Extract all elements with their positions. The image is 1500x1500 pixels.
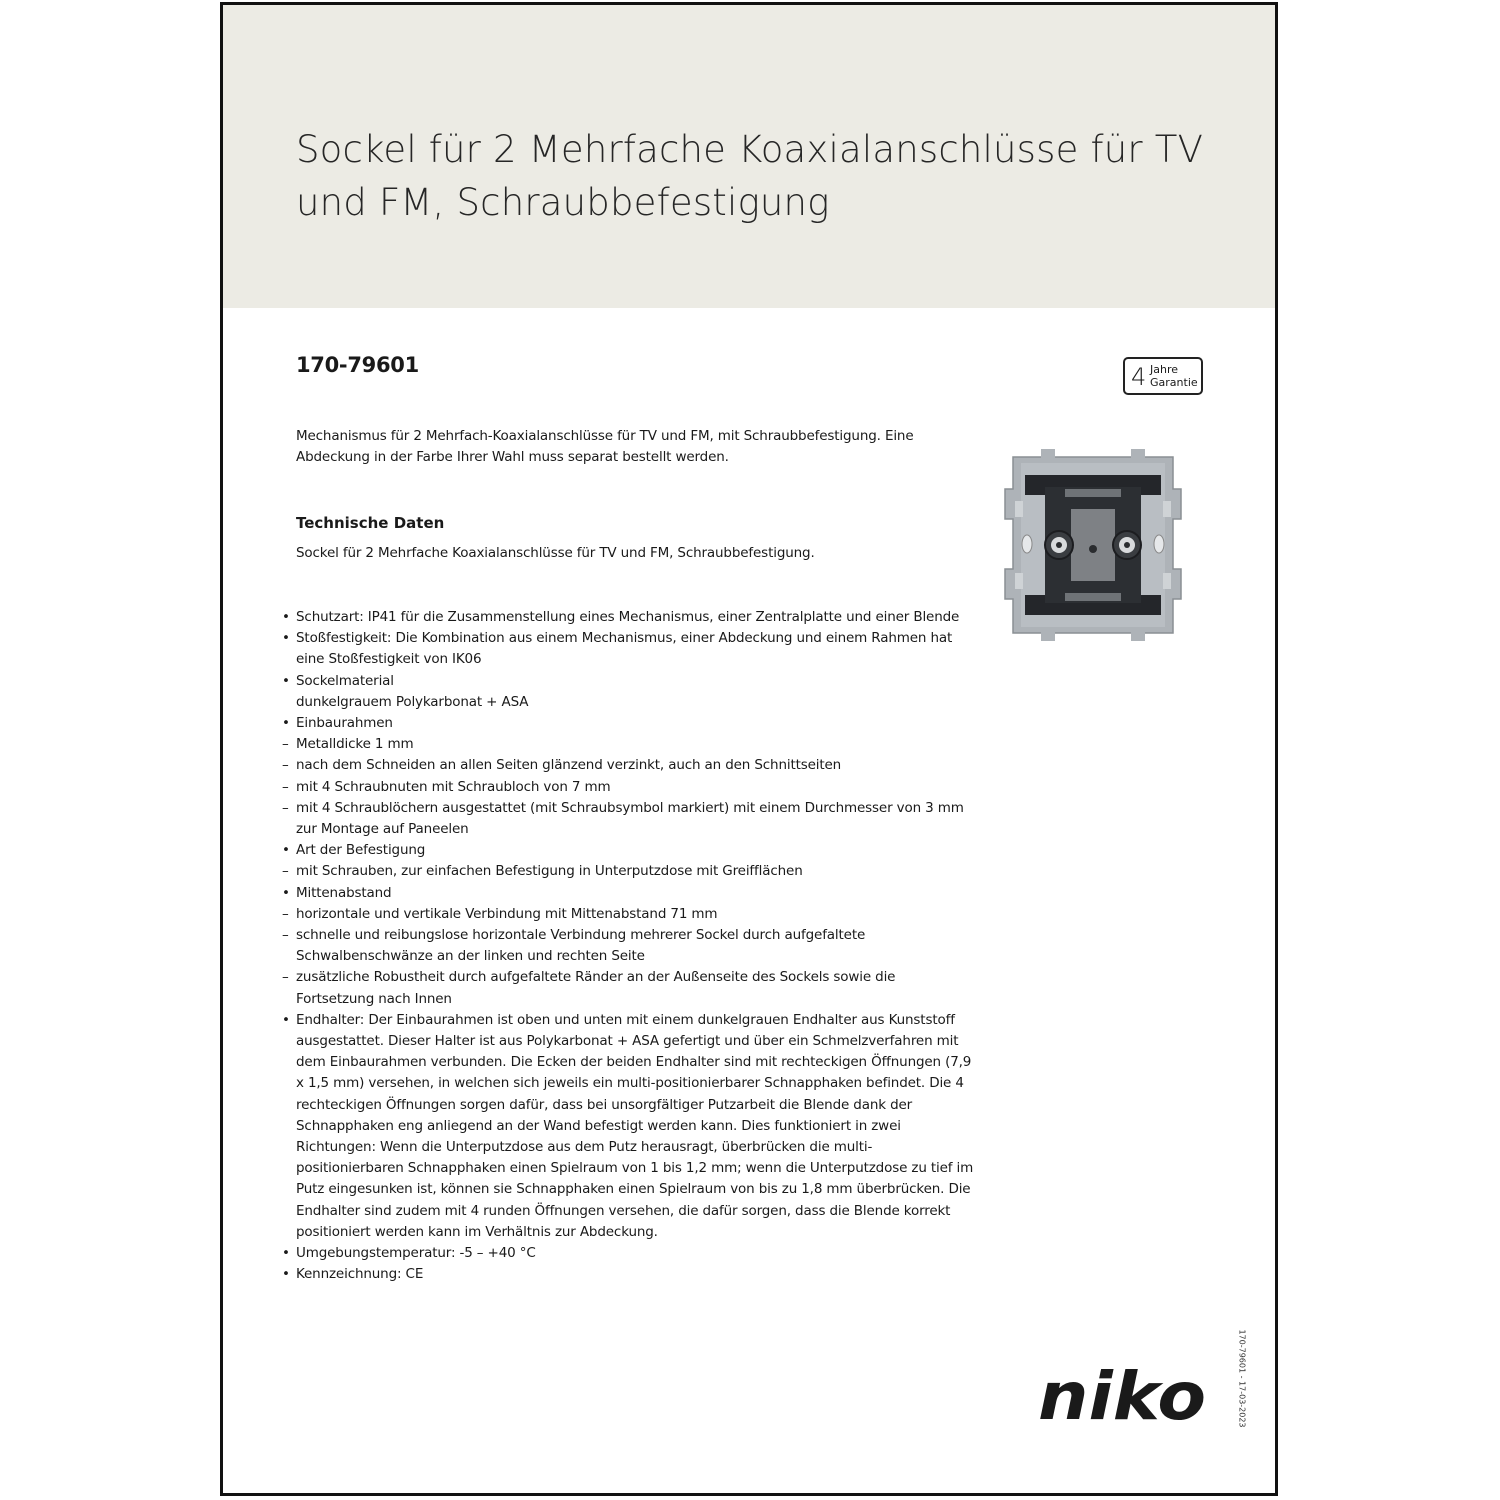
tech-heading: Technische Daten xyxy=(296,514,445,532)
document-code-vertical xyxy=(1232,1329,1252,1432)
intro-paragraph: Mechanismus für 2 Mehrfach-Koaxialanschlüsse für TV und FM, mit Schraubbefestigung. Eine Abdeckung in der Farbe Ihrer Wahl muss separat bestellt werden. xyxy=(296,428,914,465)
tech-summary: Sockel für 2 Mehrfache Koaxialanschlüsse für TV und FM, Schraubbefestigung. xyxy=(296,545,815,561)
niko-logo xyxy=(1038,1367,1210,1427)
spec-item: • Sockelmaterial xyxy=(296,671,976,692)
article-number: 170-79601 xyxy=(296,353,419,377)
warranty-label-line2: Garantie xyxy=(1150,376,1198,389)
spec-item: • Umgebungstemperatur: -5 – +40 °C xyxy=(296,1243,976,1264)
spec-item: • Art der Befestigung xyxy=(296,840,976,861)
spec-item: • Kennzeichnung: CE xyxy=(296,1264,976,1285)
spec-subitem: – horizontale und vertikale Verbindung mit Mittenabstand 71 mm xyxy=(296,904,976,925)
spec-item: • Einbaurahmen xyxy=(296,713,976,734)
spec-item: • Endhalter: Der Einbaurahmen ist oben und unten mit einem dunkelgrauen Endhalter aus Kunststoff ausgestattet. Dieser Halter ist aus Polykarbonat + ASA gefertigt und über ein Schmelzverfahren mit dem Einbaurahmen verbunden. Die Ecken der beiden Endhalter sind mit rechteckigen Öffnungen (7,9 x 1,5 mm) versehen, in welchen sich jeweils ein multi-positionierbarer Schnapphaken befindet. Die 4 rechteckigen Öffnungen sorgen dafür, dass bei unsorgfältiger Putzarbeit die Blende dank der Schnapphaken eng anliegend an der Wand befestigt werden kann. Dies funktioniert in zwei Richtungen: Wenn die Unterputzdose aus dem Putz herausragt, überbrücken die multi-positionierbaren Schnapphaken einen Spielraum von 1 bis 1,2 mm; wenn die Unterputzdose zu tief im Putz eingesunken ist, können sie Schnapphaken einen Spielraum von bis zu 1,8 mm überbrücken. Die Endhalter sind zudem mit 4 runden Öffnungen versehen, die dafür sorgen, dass die Blende korrekt positioniert werden kann im Verhältnis zur Abdeckung. xyxy=(296,1010,976,1243)
warranty-label-line1: Jahre xyxy=(1150,363,1179,376)
spec-subitem: – schnelle und reibungslose horizontale Verbindung mehrerer Sockel durch aufgefaltete Schwalbenschwänze an der linken und rechten Seite xyxy=(296,925,976,967)
logo-text: niko xyxy=(1038,1367,1206,1427)
spec-item: • Stoßfestigkeit: Die Kombination aus einem Mechanismus, einer Abdeckung und einem Rahmen hat eine Stoßfestigkeit von IK06 xyxy=(296,628,976,670)
spec-subitem: – mit 4 Schraublöchern ausgestattet (mit Schraubsymbol markiert) mit einem Durchmesser von 3 mm zur Montage auf Paneelen xyxy=(296,798,976,840)
spec-subitem: – nach dem Schneiden an allen Seiten glänzend verzinkt, auch an den Schnittseiten xyxy=(296,755,976,776)
spec-subitem: – zusätzliche Robustheit durch aufgefaltete Ränder an der Außenseite des Sockels sowie die Fortsetzung nach Innen xyxy=(296,967,976,1009)
spec-list xyxy=(296,607,976,1286)
datasheet-page xyxy=(220,2,1278,1496)
warranty-badge xyxy=(1123,357,1203,395)
spec-subitem: – Metalldicke 1 mm xyxy=(296,734,976,755)
spec-item: • Schutzart: IP41 für die Zusammenstellung eines Mechanismus, einer Zentralplatte und einer Blende xyxy=(296,607,976,628)
spec-subitem: – mit Schrauben, zur einfachen Befestigung in Unterputzdose mit Greifflächen xyxy=(296,861,976,882)
spec-item: • Mittenabstand xyxy=(296,883,976,904)
header-band xyxy=(223,5,1275,308)
product-photo-icon xyxy=(1001,449,1185,641)
page-title: Sockel für 2 Mehrfache Koaxialanschlüsse für TV und FM, Schraubbefestigung xyxy=(296,128,1204,224)
spec-item: dunkelgrauem Polykarbonat + ASA xyxy=(296,693,529,710)
document-code: 170-79601 - 17-03-2023 xyxy=(1237,1329,1247,1428)
warranty-years: 4 xyxy=(1131,363,1147,391)
spec-subitem: – mit 4 Schraubnuten mit Schraubloch von 7 mm xyxy=(296,777,976,798)
